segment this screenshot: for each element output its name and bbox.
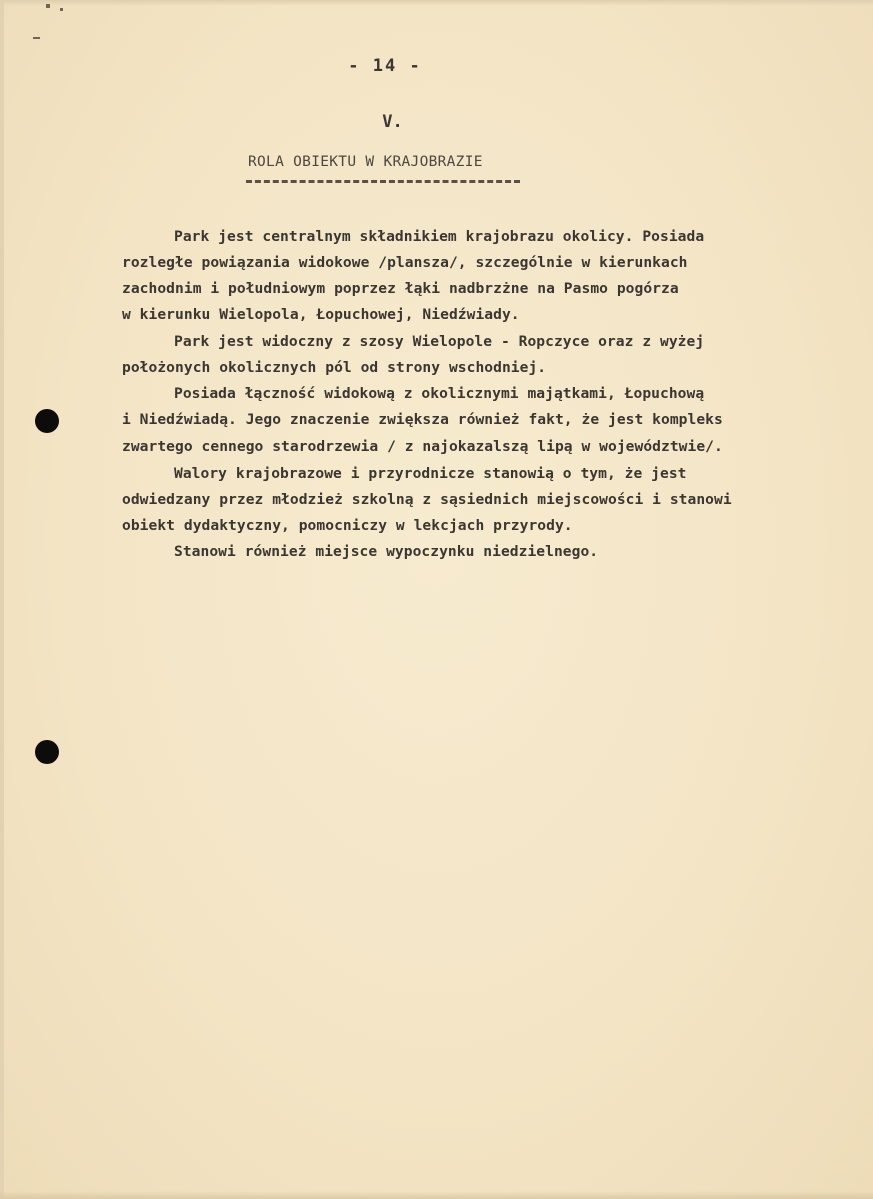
- paragraph-line: zwartego cennego starodrzewia / z najokazalszą lipą w województwie/.: [122, 438, 723, 455]
- paper-edge-bottom: [0, 1191, 873, 1199]
- heading-underline: [246, 180, 520, 183]
- paragraph-line: Stanowi również miejsce wypoczynku niedzielnego.: [174, 543, 599, 560]
- punch-hole: [35, 409, 59, 433]
- paragraph-line: zachodnim i południowym poprzez łąki nadbrzżne na Pasmo pogórza: [122, 280, 679, 297]
- paragraph-line: Park jest centralnym składnikiem krajobrazu okolicy. Posiada: [174, 228, 705, 245]
- page-number: - 14 -: [348, 56, 422, 76]
- ink-speck: [60, 8, 63, 11]
- paragraph-line: w kierunku Wielopola, Łopuchowej, Niedźwiady.: [122, 306, 520, 323]
- chapter-number: V.: [382, 112, 403, 132]
- paragraph-line: odwiedzany przez młodzież szkolną z sąsiednich miejscowości i stanowi: [122, 491, 732, 508]
- punch-hole: [35, 740, 59, 764]
- paragraph-line: Park jest widoczny z szosy Wielopole - Ropczyce oraz z wyżej: [174, 333, 705, 350]
- paper-edge-top: [0, 0, 873, 6]
- ink-speck: [46, 4, 50, 8]
- paragraph-line: położonych okolicznych pól od strony wschodniej.: [122, 359, 547, 376]
- paragraph-line: Posiada łączność widokową z okolicznymi majątkami, Łopuchową: [174, 385, 705, 402]
- paper-edge-left: [0, 0, 4, 1199]
- paragraph-line: i Niedźwiadą. Jego znaczenie zwiększa również fakt, że jest kompleks: [122, 411, 723, 428]
- ink-speck: [33, 37, 40, 39]
- paragraph-line: Walory krajobrazowe i przyrodnicze stanowią o tym, że jest: [174, 465, 687, 482]
- paragraph-line: obiekt dydaktyczny, pomocniczy w lekcjach przyrody.: [122, 517, 573, 534]
- paragraph-line: rozległe powiązania widokowe /plansza/, szczególnie w kierunkach: [122, 254, 688, 271]
- section-heading: ROLA OBIEKTU W KRAJOBRAZIE: [248, 154, 483, 170]
